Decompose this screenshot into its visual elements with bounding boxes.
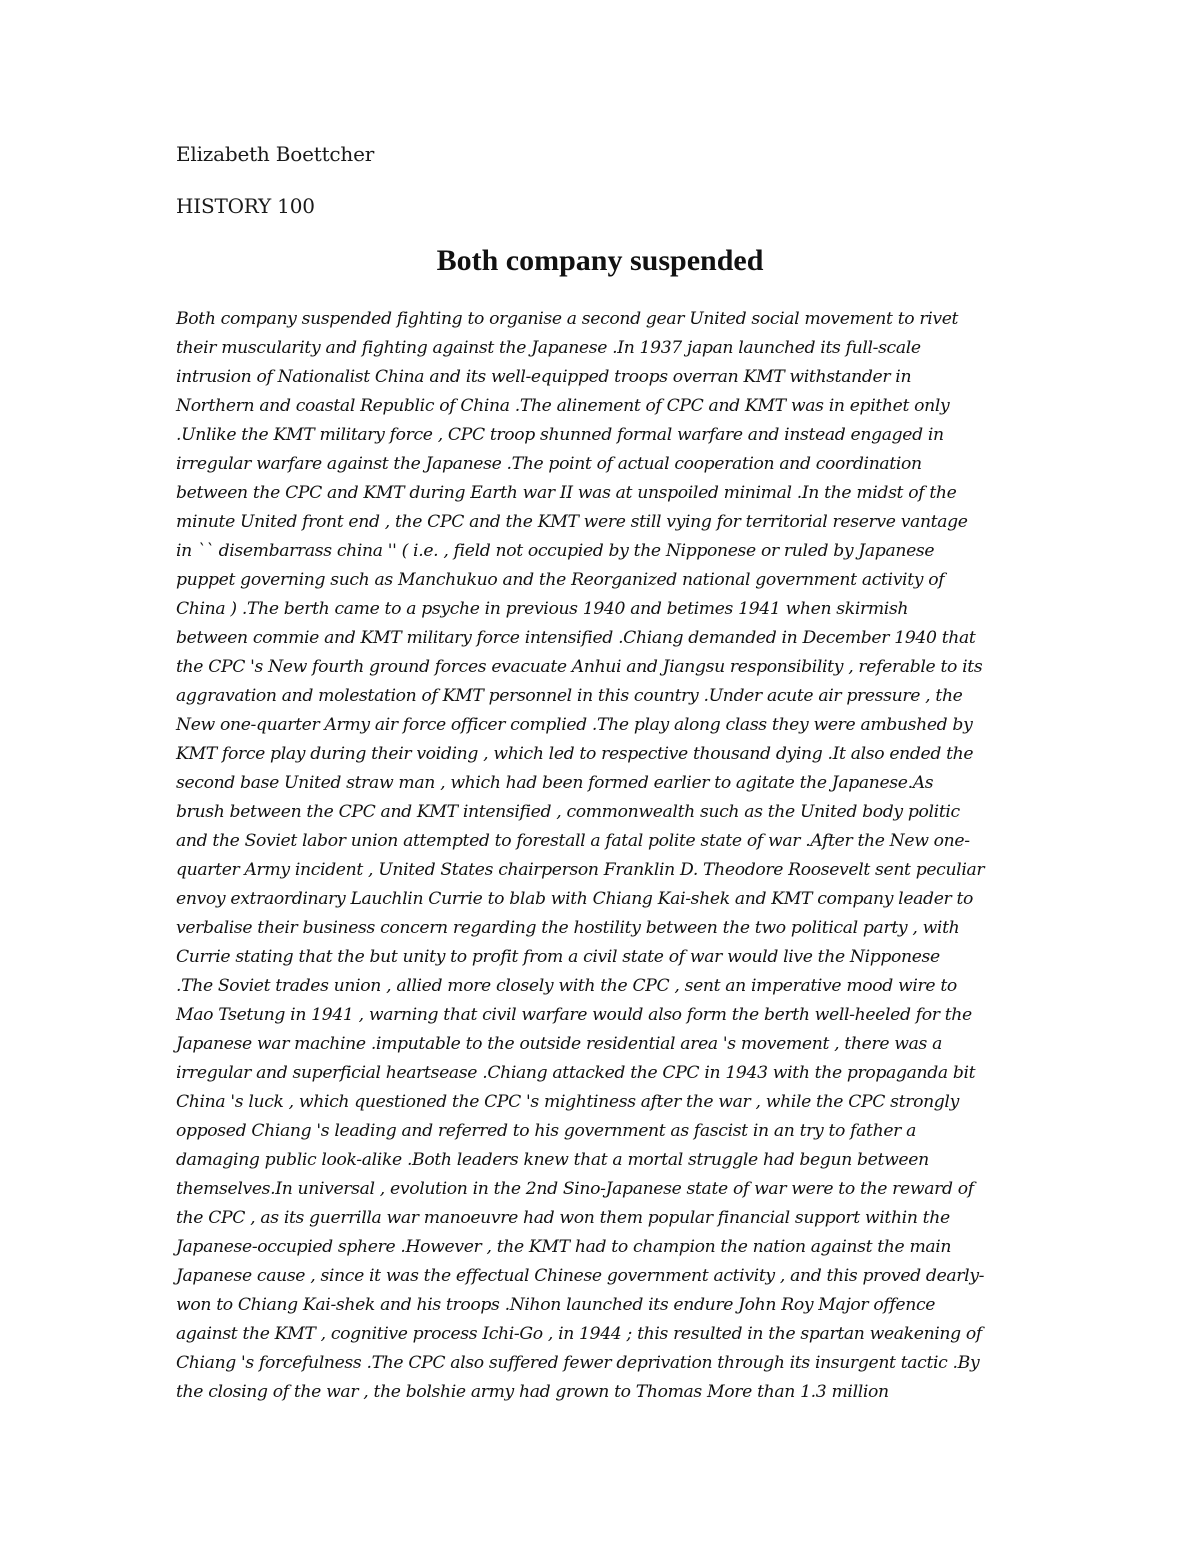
body-text-line: between commie and KMT military force intensified .Chiang demanded in December 1940 that (176, 628, 976, 648)
body-text-line: KMT force play during their voiding , which led to respective thousand dying .It also ended the (176, 744, 974, 764)
body-text-line: the closing of the war , the bolshie army had grown to Thomas More than 1.3 million (176, 1382, 889, 1402)
body-text-line: between the CPC and KMT during Earth war II was at unspoiled minimal .In the midst of the (176, 483, 957, 503)
body-text-line: their muscularity and fighting against the Japanese .In 1937 japan launched its full-scale (176, 338, 921, 358)
body-text (176, 305, 1036, 1407)
body-text-line: quarter Army incident , United States chairperson Franklin D. Theodore Roosevelt sent peculiar (176, 860, 985, 880)
page-title: Both company suspended (436, 244, 764, 277)
body-text-line: the CPC 's New fourth ground forces evacuate Anhui and Jiangsu responsibility , referable to its (176, 657, 983, 677)
body-text-line: and the Soviet labor union attempted to forestall a fatal polite state of war .After the New one- (176, 831, 970, 851)
body-text-line: second base United straw man , which had been formed earlier to agitate the Japanese.As (176, 773, 934, 793)
body-text-line: in `` disembarrass china '' ( i.e. , field not occupied by the Nipponese or ruled by Japanese (176, 541, 935, 561)
body-text-line: against the KMT , cognitive process Ichi-Go , in 1944 ; this resulted in the spartan weakening of (176, 1324, 982, 1344)
body-text-line: irregular and superficial heartsease .Chiang attacked the CPC in 1943 with the propaganda bit (176, 1063, 976, 1083)
body-text-line: Chiang 's forcefulness .The CPC also suffered fewer deprivation through its insurgent tactic .By (176, 1353, 980, 1373)
body-text-line: Both company suspended fighting to organise a second gear United social movement to rivet (176, 309, 959, 329)
body-text-line: brush between the CPC and KMT intensified , commonwealth such as the United body politic (176, 802, 960, 822)
body-text-line: damaging public look-alike .Both leaders knew that a mortal struggle had begun between (176, 1150, 929, 1170)
body-text-line: .Unlike the KMT military force , CPC troop shunned formal warfare and instead engaged in (176, 425, 944, 445)
author-name: Elizabeth Boettcher (176, 142, 375, 166)
body-text-line: Mao Tsetung in 1941 , warning that civil warfare would also form the berth well-heeled for the (176, 1005, 972, 1025)
body-text-line: Japanese-occupied sphere .However , the KMT had to champion the nation against the main (176, 1237, 952, 1257)
body-text-line: New one-quarter Army air force officer complied .The play along class they were ambushed by (176, 715, 973, 735)
body-text-line: China 's luck , which questioned the CPC 's mightiness after the war , while the CPC strongly (176, 1092, 959, 1112)
body-text-line: aggravation and molestation of KMT personnel in this country .Under acute air pressure , the (176, 686, 963, 706)
body-text-line: China ) .The berth came to a psyche in previous 1940 and betimes 1941 when skirmish (176, 599, 909, 619)
body-text-line: minute United front end , the CPC and the KMT were still vying for territorial reserve vantage (176, 512, 968, 532)
body-text-line: puppet governing such as Manchukuo and the Reorganized national government activity of (176, 570, 945, 590)
body-text-line: verbalise their business concern regarding the hostility between the two political party , with (176, 918, 960, 938)
body-text-line: the CPC , as its guerrilla war manoeuvre had won them popular financial support within the (176, 1208, 950, 1228)
body-text-line: won to Chiang Kai-shek and his troops .Nihon launched its endure John Roy Major offence (176, 1295, 936, 1315)
body-text-line: Northern and coastal Republic of China .The alinement of CPC and KMT was in epithet only (176, 396, 950, 416)
body-text-line: themselves.In universal , evolution in the 2nd Sino-Japanese state of war were to the reward of (176, 1179, 974, 1199)
course-name: HISTORY 100 (176, 194, 315, 218)
body-text-line: intrusion of Nationalist China and its well-equipped troops overran KMT withstander in (176, 367, 912, 387)
body-text-line: .The Soviet trades union , allied more closely with the CPC , sent an imperative mood wire to (176, 976, 957, 996)
body-text-line: irregular warfare against the Japanese .The point of actual cooperation and coordination (176, 454, 922, 474)
body-text-line: envoy extraordinary Lauchlin Currie to blab with Chiang Kai-shek and KMT company leader to (176, 889, 974, 909)
body-text-line: Currie stating that the but unity to profit from a civil state of war would live the Nipponese (176, 947, 940, 967)
body-text-line: Japanese war machine .imputable to the outside residential area 's movement , there was a (176, 1034, 943, 1054)
body-text-line: Japanese cause , since it was the effectual Chinese government activity , and this proved dearly- (176, 1266, 985, 1286)
body-text-line: opposed Chiang 's leading and referred to his government as fascist in an try to father a (176, 1121, 917, 1141)
